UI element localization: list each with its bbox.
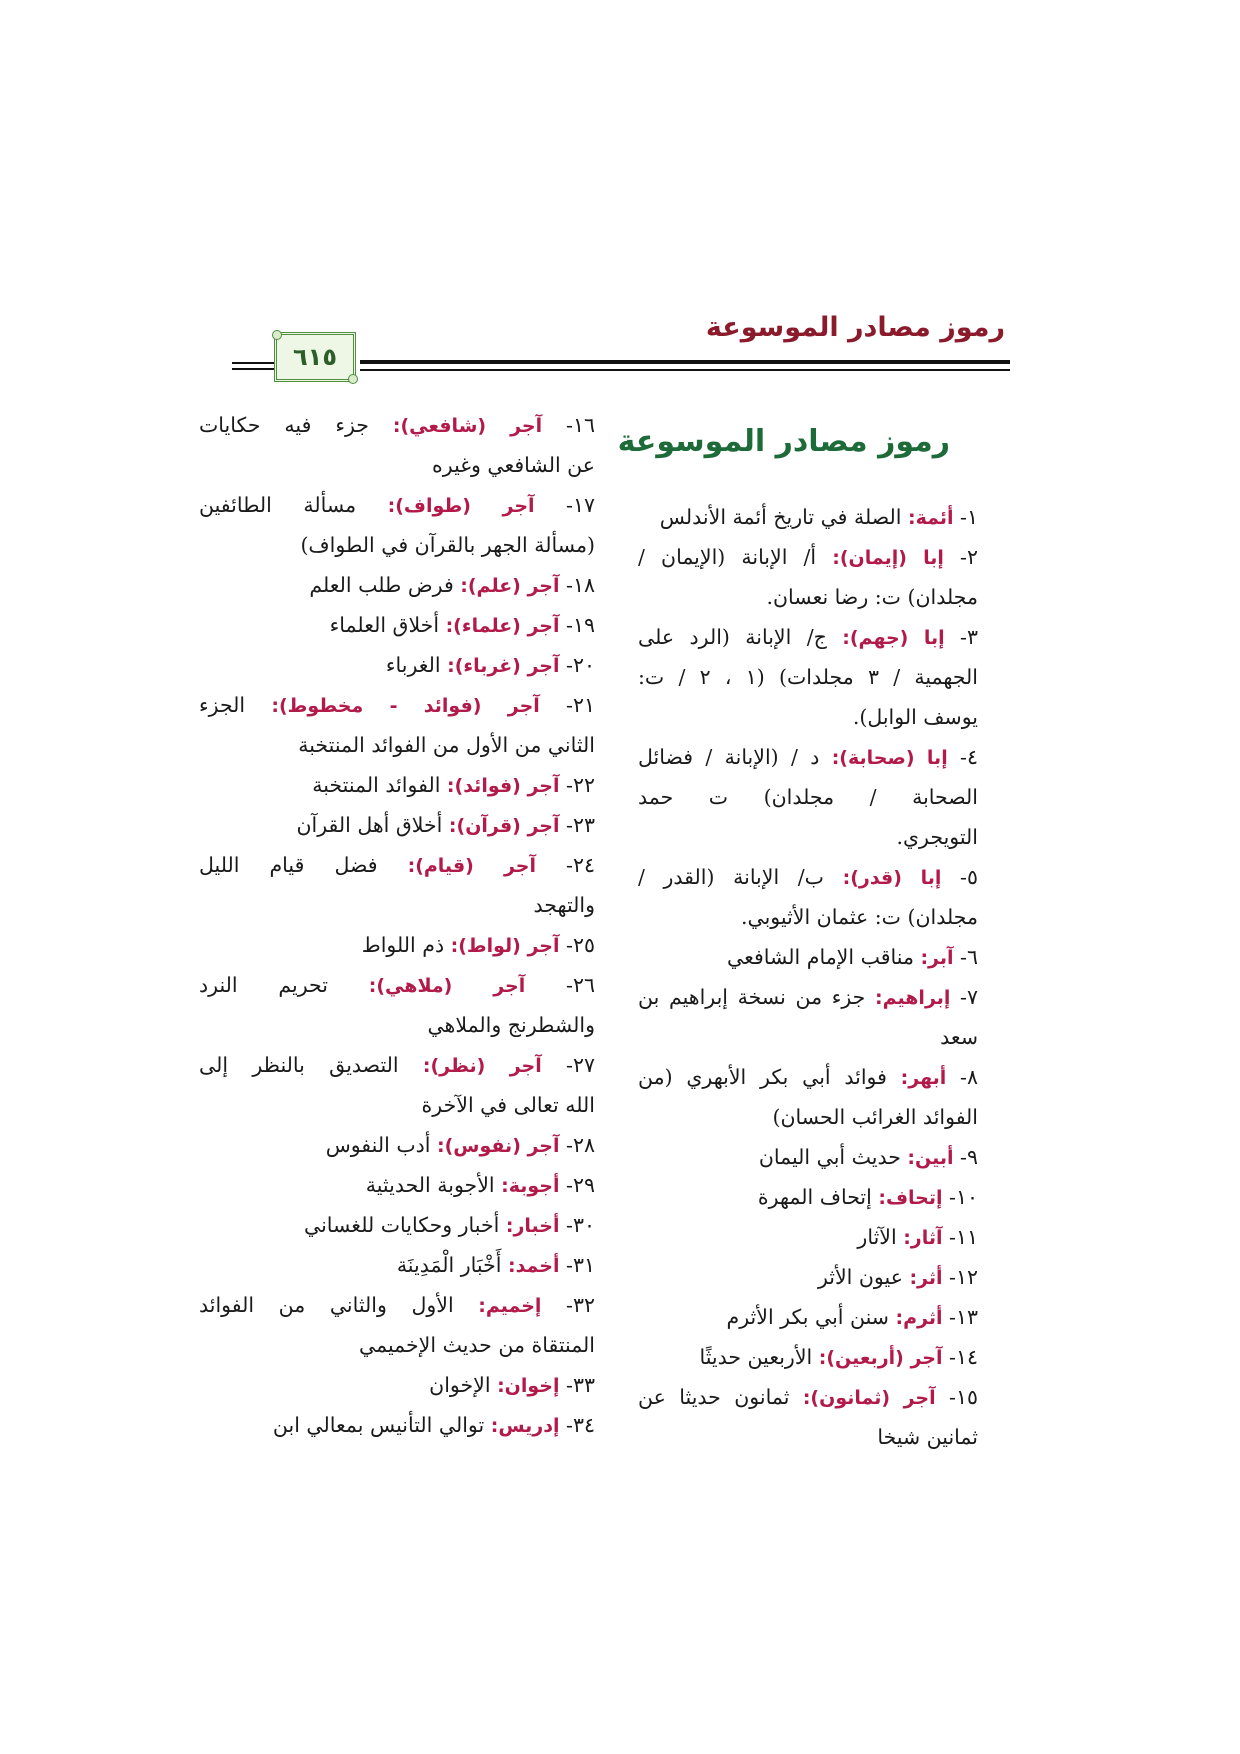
source-code: آجر (طواف): bbox=[387, 495, 535, 517]
source-code: آجر (نفوس): bbox=[436, 1135, 560, 1157]
entry-text: الأجوبة الحديثية bbox=[365, 1173, 502, 1197]
entry-text: الإخوان bbox=[429, 1373, 498, 1397]
entry-line bbox=[638, 817, 978, 857]
entry-text: جزء فيه حكايات bbox=[199, 413, 393, 437]
entry-text: والشطرنج والملاهي bbox=[427, 1013, 595, 1037]
entry-number: ١٧- bbox=[534, 493, 596, 517]
entry-line bbox=[638, 1017, 978, 1057]
entry-text: التصديق بالنظر إلى bbox=[199, 1053, 423, 1077]
source-code: آجر (شافعي): bbox=[392, 415, 543, 437]
section-title: رموز مصادر الموسوعة bbox=[617, 424, 950, 459]
entry-text: فوائد أبي بكر الأبهري (من bbox=[638, 1065, 901, 1089]
source-code: آجر (ثمانون): bbox=[802, 1387, 936, 1409]
entry-number: ١- bbox=[953, 505, 978, 529]
entry-text: يوسف الوابل). bbox=[852, 705, 978, 729]
entry-line bbox=[199, 1005, 595, 1045]
entry-number: ٣٢- bbox=[541, 1293, 595, 1317]
entry-line bbox=[199, 1325, 595, 1365]
entry-number: ٧- bbox=[950, 985, 978, 1009]
entry-text: أَخْبَار الْمَدِينَة bbox=[396, 1253, 508, 1277]
entry-number: ١١- bbox=[942, 1225, 978, 1249]
source-code: إبا (قدر): bbox=[842, 867, 942, 889]
source-code: آجر (فوائد): bbox=[446, 775, 560, 797]
source-code: أخمد: bbox=[507, 1255, 560, 1277]
entry-line bbox=[199, 1285, 595, 1325]
entry-text: الفوائد المنتخبة bbox=[312, 773, 447, 797]
entry-number: ١٢- bbox=[942, 1265, 978, 1289]
entry-line bbox=[638, 497, 978, 537]
entry-text: الآثار bbox=[857, 1225, 904, 1249]
entry-text: أخبار وحكايات للغساني bbox=[303, 1213, 506, 1237]
entry-text: المنتقاة من حديث الإخميمي bbox=[359, 1333, 595, 1357]
entry-text: الغرباء bbox=[385, 653, 448, 677]
entry-number: ١٠- bbox=[942, 1185, 978, 1209]
source-code: أثر: bbox=[909, 1267, 943, 1289]
entry-text: جزء من نسخة إبراهيم بن bbox=[638, 985, 875, 1009]
entry-text: عيون الأثر bbox=[817, 1265, 910, 1289]
entry-line bbox=[199, 965, 595, 1005]
source-code: آجر (ملاهي): bbox=[368, 975, 526, 997]
right-column bbox=[638, 497, 978, 1457]
entry-line bbox=[638, 657, 978, 697]
source-code: أبين: bbox=[907, 1147, 954, 1169]
source-code: إدريس: bbox=[490, 1415, 560, 1437]
entry-line bbox=[638, 1097, 978, 1137]
header-rule-left-bottom bbox=[232, 368, 274, 370]
entry-number: ٣٠- bbox=[559, 1213, 595, 1237]
entry-number: ٤- bbox=[947, 745, 978, 769]
entry-line bbox=[199, 1125, 595, 1165]
entry-number: ٢٢- bbox=[559, 773, 595, 797]
entry-number: ٢٨- bbox=[559, 1133, 595, 1157]
entry-number: ١٣- bbox=[942, 1305, 978, 1329]
source-code: آجر (فوائد - مخطوط): bbox=[271, 695, 540, 717]
source-code: إخميم: bbox=[478, 1295, 542, 1317]
entry-text: الثاني من الأول من الفوائد المنتخبة bbox=[298, 733, 595, 757]
entry-line bbox=[638, 737, 978, 777]
entry-line bbox=[199, 645, 595, 685]
source-code: إبا (جهم): bbox=[842, 627, 945, 649]
entry-text: أ/ الإبانة (الإيمان / bbox=[638, 545, 833, 569]
entry-line bbox=[199, 1045, 595, 1085]
entry-line bbox=[638, 1337, 978, 1377]
source-code: إبا (إيمان): bbox=[832, 547, 944, 569]
entry-number: ١٥- bbox=[935, 1385, 978, 1409]
entry-line bbox=[638, 1177, 978, 1217]
source-code: آثار: bbox=[903, 1227, 943, 1249]
entry-number: ٢٦- bbox=[525, 973, 596, 997]
entry-text: أخلاق العلماء bbox=[329, 613, 446, 637]
entry-line bbox=[199, 485, 595, 525]
header-rule-left-top bbox=[232, 362, 274, 364]
entry-text: الأربعين حديثًا bbox=[699, 1345, 819, 1369]
entry-text: الأول والثاني من الفوائد bbox=[199, 1293, 479, 1317]
source-code: أثرم: bbox=[895, 1307, 943, 1329]
entry-text: أخلاق أهل القرآن bbox=[296, 813, 449, 837]
entry-line bbox=[199, 725, 595, 765]
entry-line bbox=[199, 1205, 595, 1245]
entry-text: سنن أبي بكر الأثرم bbox=[726, 1305, 896, 1329]
entry-line bbox=[638, 1217, 978, 1257]
entry-text: مجلدان) ت: عثمان الأثيوبي. bbox=[740, 905, 978, 929]
entry-text: ب/ الإبانة (القدر / bbox=[638, 865, 843, 889]
page-number-badge bbox=[274, 332, 356, 382]
entry-text: الصلة في تاريخ أئمة الأندلس bbox=[659, 505, 909, 529]
entry-text: تحريم النرد bbox=[199, 973, 369, 997]
entry-text: أدب النفوس bbox=[325, 1133, 437, 1157]
entry-number: ٢- bbox=[943, 545, 978, 569]
entry-number: ٥- bbox=[941, 865, 979, 889]
entry-line bbox=[199, 925, 595, 965]
entry-line bbox=[638, 1297, 978, 1337]
entry-number: ٢٥- bbox=[559, 933, 595, 957]
source-code: أجوبة: bbox=[501, 1175, 560, 1197]
entry-text: فضل قيام الليل bbox=[199, 853, 408, 877]
entry-number: ٩- bbox=[953, 1145, 978, 1169]
entry-text: الفوائد الغرائب الحسان) bbox=[772, 1105, 978, 1129]
source-code: آجر (أربعين): bbox=[818, 1347, 943, 1369]
entry-line bbox=[199, 765, 595, 805]
entry-line bbox=[199, 885, 595, 925]
source-code: آبر: bbox=[920, 947, 954, 969]
entry-line bbox=[638, 977, 978, 1017]
source-code: آجر (علماء): bbox=[445, 615, 560, 637]
entry-line bbox=[638, 857, 978, 897]
entry-line bbox=[199, 445, 595, 485]
entry-line bbox=[199, 525, 595, 565]
running-header-title: رموز مصادر الموسوعة bbox=[705, 312, 1005, 343]
entry-text: مناقب الإمام الشافعي bbox=[727, 945, 921, 969]
source-code: آجر (قرآن): bbox=[448, 815, 560, 837]
entry-text: ثمانين شيخا bbox=[877, 1425, 978, 1449]
entry-text: الجزء bbox=[199, 693, 272, 717]
entry-line bbox=[638, 1137, 978, 1177]
source-code: آجر (غرباء): bbox=[447, 655, 560, 677]
entry-line bbox=[638, 697, 978, 737]
source-code: آجر (قيام): bbox=[407, 855, 536, 877]
source-code: آجر (لواط): bbox=[450, 935, 560, 957]
entry-number: ٢٤- bbox=[535, 853, 595, 877]
entry-text: عن الشافعي وغيره bbox=[432, 453, 595, 477]
source-code: إبراهيم: bbox=[875, 987, 951, 1009]
header-rule-thin bbox=[360, 369, 1010, 371]
entry-text: والتهجد bbox=[533, 893, 595, 917]
entry-number: ١٩- bbox=[559, 613, 595, 637]
entry-line bbox=[199, 805, 595, 845]
source-code: آجر (علم): bbox=[460, 575, 560, 597]
entry-text: (مسألة الجهر بالقرآن في الطواف) bbox=[300, 533, 595, 557]
entry-number: ٣٣- bbox=[559, 1373, 595, 1397]
entry-text: الله تعالى في الآخرة bbox=[421, 1093, 595, 1117]
source-code: إتحاف: bbox=[878, 1187, 943, 1209]
entry-text: سعد bbox=[940, 1025, 978, 1049]
entry-number: ٢١- bbox=[539, 693, 595, 717]
entry-line bbox=[199, 685, 595, 725]
entry-line bbox=[199, 845, 595, 885]
entry-text: الجهمية / ٣ مجلدات) (١ ، ٢ / ت: bbox=[638, 665, 978, 689]
source-code: أئمة: bbox=[908, 507, 954, 529]
entry-number: ١٨- bbox=[559, 573, 595, 597]
entry-line bbox=[638, 577, 978, 617]
entry-line bbox=[638, 1257, 978, 1297]
source-code: أخبار: bbox=[505, 1215, 560, 1237]
source-code: أبهر: bbox=[900, 1067, 947, 1089]
entry-line bbox=[638, 617, 978, 657]
entry-number: ٣٤- bbox=[559, 1413, 595, 1437]
entry-line bbox=[199, 1365, 595, 1405]
entry-line bbox=[638, 897, 978, 937]
entry-text: إتحاف المهرة bbox=[757, 1185, 879, 1209]
entry-text: حديث أبي اليمان bbox=[758, 1145, 908, 1169]
entry-text: الصحابة / مجلدان) ت حمد bbox=[638, 785, 978, 809]
entry-text: توالي التأنيس بمعالي ابن bbox=[272, 1413, 491, 1437]
page-number: ٦١٥ bbox=[293, 343, 337, 371]
entry-line bbox=[199, 1165, 595, 1205]
entry-line bbox=[638, 1417, 978, 1457]
entry-line bbox=[638, 1377, 978, 1417]
entry-line bbox=[638, 937, 978, 977]
entry-text: فرض طلب العلم bbox=[309, 573, 461, 597]
entry-number: ٣١- bbox=[559, 1253, 595, 1277]
entry-number: ٦- bbox=[953, 945, 978, 969]
entry-number: ٨- bbox=[946, 1065, 978, 1089]
entry-number: ٣- bbox=[944, 625, 978, 649]
entry-text: التويجري. bbox=[896, 825, 978, 849]
entry-text: ج/ الإبانة (الرد على bbox=[638, 625, 843, 649]
entry-number: ١٦- bbox=[542, 413, 596, 437]
entry-number: ٢٠- bbox=[559, 653, 595, 677]
entry-line bbox=[199, 1405, 595, 1445]
header-rule-thick bbox=[360, 360, 1010, 364]
entry-line bbox=[199, 405, 595, 445]
entry-line bbox=[199, 1085, 595, 1125]
entry-line bbox=[199, 605, 595, 645]
source-code: إخوان: bbox=[497, 1375, 560, 1397]
entry-line bbox=[638, 1057, 978, 1097]
left-column bbox=[199, 405, 595, 1445]
entry-text: ثمانون حديثا عن bbox=[638, 1385, 803, 1409]
entry-number: ١٤- bbox=[942, 1345, 978, 1369]
entry-line bbox=[199, 1245, 595, 1285]
entry-number: ٢٩- bbox=[559, 1173, 595, 1197]
entry-text: مسألة الطائفين bbox=[199, 493, 388, 517]
entry-text: د / (الإبانة / فضائل bbox=[638, 745, 832, 769]
entry-line bbox=[199, 565, 595, 605]
source-code: إبا (صحابة): bbox=[831, 747, 948, 769]
entry-text: مجلدان) ت: رضا نعسان. bbox=[766, 585, 978, 609]
entry-number: ٢٧- bbox=[541, 1053, 595, 1077]
entry-line bbox=[638, 777, 978, 817]
entry-text: ذم اللواط bbox=[361, 933, 451, 957]
source-code: آجر (نظر): bbox=[422, 1055, 542, 1077]
entry-line bbox=[638, 537, 978, 577]
entry-number: ٢٣- bbox=[559, 813, 595, 837]
